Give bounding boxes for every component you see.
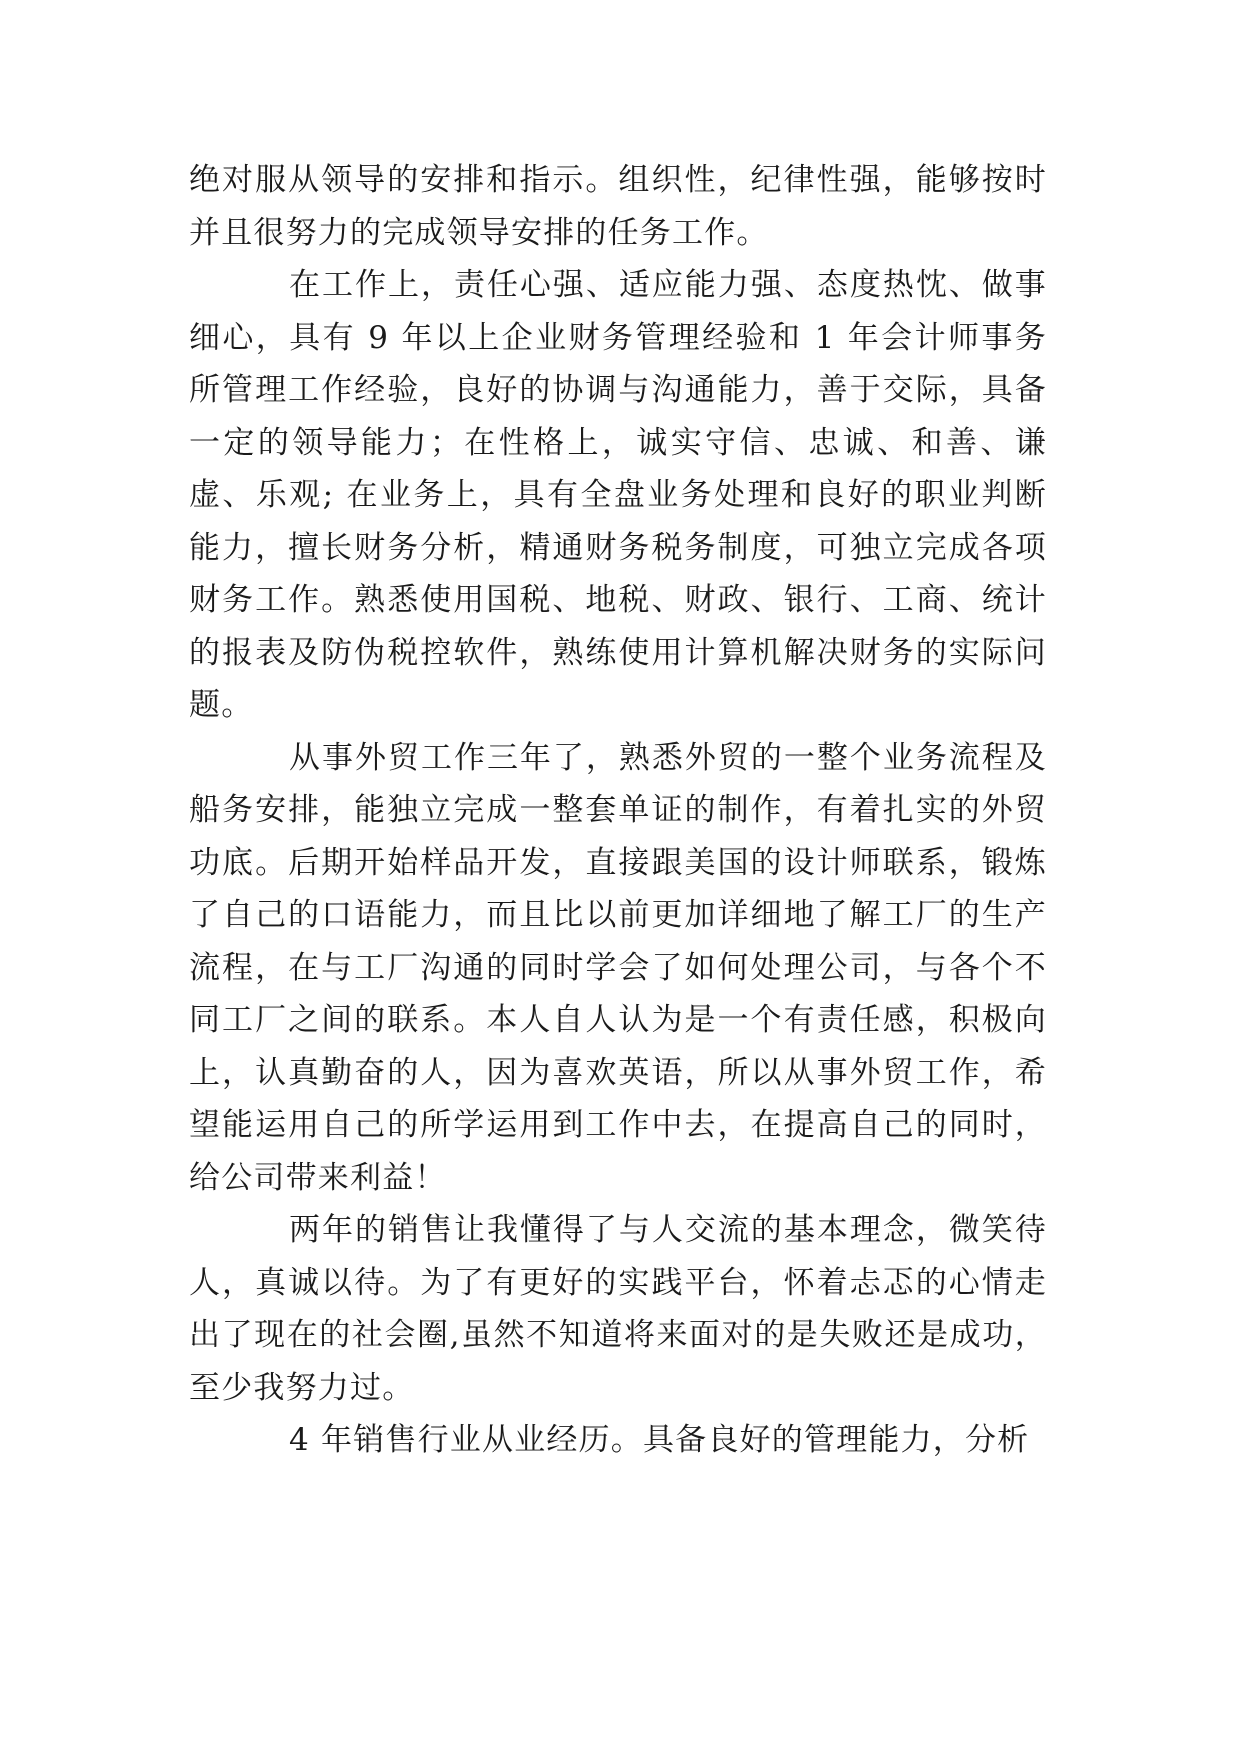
paragraph-sales-four-years: 4 年销售行业从业经历。具备良好的管理能力，分析 — [289, 1422, 1030, 1458]
paragraph-finance-experience: 在工作上，责任心强、适应能力强、态度热忱、做事细心，具有 9 年以上企业财务管理经验和 1 年会计师事务所管理工作经验，良好的协调与沟通能力，善于交际，具备一定的领导能力；在性格上，诚实守信、忠诚、和善、谦虚、乐观; 在业务上，具有全盘业务处理和良好的职业判断能力，擅长财务分析，精通财务税务制度，可独立完成各项财务工作。熟悉使用国税、地税、财政、银行、工商、统计的报表及防伪税控软件，熟练使用计算机解决财务的实际问题。 — [189, 267, 1047, 723]
paragraph-foreign-trade: 从事外贸工作三年了，熟悉外贸的一整个业务流程及船务安排，能独立完成一整套单证的制作，有着扎实的外贸功底。后期开始样品开发，直接跟美国的设计师联系，锻炼了自己的口语能力，而且比以前更加详细地了解工厂的生产流程，在与工厂沟通的同时学会了如何处理公司，与各个不同工厂之间的联系。本人自人认为是一个有责任感，积极向上，认真勤奋的人，因为喜欢英语，所以从事外贸工作，希望能运用自己的所学运用到工作中去，在提高自己的同时，给公司带来利益！ — [189, 739, 1047, 1196]
paragraph-continuation: 绝对服从领导的安排和指示。组织性，纪律性强，能够按时并且很努力的完成领导安排的任务工作。 — [189, 162, 1047, 251]
document-body — [189, 154, 1047, 1467]
paragraph-sales-two-years: 两年的销售让我懂得了与人交流的基本理念，微笑待人，真诚以待。为了有更好的实践平台，怀着忐忑的心情走出了现在的社会圈,虽然不知道将来面对的是失败还是成功，至少我努力过。 — [189, 1212, 1047, 1406]
